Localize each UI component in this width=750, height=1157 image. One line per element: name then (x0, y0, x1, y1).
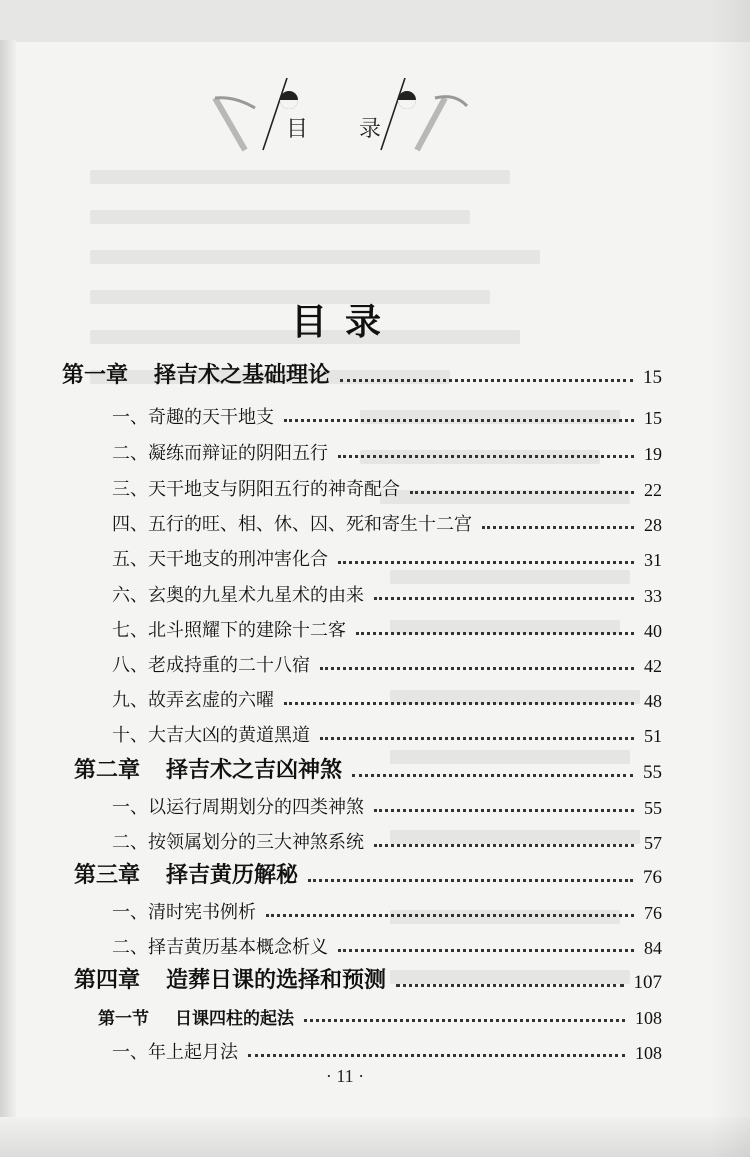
toc-leader-dots (374, 597, 634, 600)
toc-entry-number: 第一章 (62, 362, 129, 388)
toc-leader-dots (338, 561, 634, 564)
toc-item-row (112, 1030, 662, 1064)
page-bottom-edge (0, 1117, 750, 1157)
toc-entry-label (112, 793, 364, 819)
toc-entry-label (112, 439, 328, 465)
toc-entry-label (112, 545, 328, 571)
toc-entry-label (112, 721, 310, 747)
toc-page-number: 40 (644, 621, 662, 641)
toc-entry-title: 择吉术之吉凶神煞 (166, 757, 343, 783)
toc-entry-title: 八、老成持重的二十八宿 (112, 655, 310, 676)
toc-entry-label (74, 858, 298, 889)
toc-entry-title: 九、故弄玄虚的六曜 (112, 690, 274, 711)
toc-entry-title: 造葬日课的选择和预测 (166, 967, 387, 993)
toc-page-number: 15 (644, 408, 662, 428)
toc-entry-label (112, 898, 256, 924)
toc-item-row (112, 573, 662, 607)
header-title: 目 录 (286, 117, 403, 142)
toc-entry-title: 一、年上起月法 (112, 1042, 238, 1063)
toc-entry-label (112, 828, 364, 854)
toc-page-number: 107 (633, 972, 662, 993)
toc-entry-label (112, 686, 274, 712)
toc-entry-title: 二、择吉黄历基本概念析义 (112, 937, 328, 958)
toc-entry-label (74, 753, 342, 784)
toc-page-number: 55 (644, 798, 662, 818)
toc-entry-title: 五、天干地支的刑冲害化合 (112, 549, 328, 570)
toc-leader-dots (352, 774, 633, 777)
toc-leader-dots (320, 667, 634, 670)
toc-leader-dots (304, 1019, 625, 1022)
toc-item-row (112, 820, 662, 854)
toc-entry-title: 十、大吉大凶的黄道黑道 (112, 725, 310, 746)
toc-item-row (112, 890, 662, 924)
toc-leader-dots (356, 632, 634, 635)
toc-page-number: 19 (644, 444, 662, 464)
toc-item-row (112, 467, 662, 501)
page-right-shadow (710, 0, 750, 1157)
toc-leader-dots (374, 809, 634, 812)
toc-entry-title: 一、清时宪书例析 (112, 902, 256, 923)
toc-entry-title: 择吉黄历解秘 (166, 862, 299, 888)
toc-leader-dots (396, 984, 623, 987)
toc-page-number: 42 (644, 656, 662, 676)
toc-page-number: 55 (643, 762, 662, 783)
toc-page-number: 33 (644, 586, 662, 606)
toc-chapter-row (74, 750, 662, 784)
toc-page-number: 57 (644, 833, 662, 853)
toc-entry-title: 一、奇趣的天干地支 (112, 407, 274, 428)
toc-leader-dots (338, 949, 634, 952)
toc-entry-title: 一、以运行周期划分的四类神煞 (112, 797, 364, 818)
toc-page-number: 48 (644, 691, 662, 711)
page-title: 目录 (290, 301, 399, 343)
toc-entry-title: 六、玄奥的九星术九星术的由来 (112, 585, 364, 606)
toc-leader-dots (482, 526, 634, 529)
toc-entry-label (112, 475, 400, 501)
toc-entry-title: 日课四柱的起法 (175, 1009, 294, 1029)
toc-item-row (112, 713, 662, 747)
toc-item-row (112, 643, 662, 677)
toc-entry-title: 四、五行的旺、相、休、囚、死和寄生十二宫 (112, 514, 472, 535)
toc-chapter-row (62, 355, 662, 389)
toc-entry-label (112, 510, 472, 536)
page-number: · 11 · (325, 1066, 365, 1086)
toc-entry-label (112, 651, 310, 677)
toc-entry-number: 第一节 (98, 1009, 149, 1029)
toc-leader-dots (266, 914, 634, 917)
toc-leader-dots (340, 379, 633, 382)
toc-leader-dots (320, 737, 634, 740)
toc-page-number: 108 (635, 1043, 662, 1063)
toc-item-row (112, 785, 662, 819)
toc-leader-dots (374, 844, 634, 847)
toc-leader-dots (338, 455, 634, 458)
toc-page-number: 28 (644, 515, 662, 535)
toc-entry-label (98, 1004, 294, 1029)
toc-entry-title: 三、天干地支与阴阳五行的神奇配合 (112, 479, 400, 500)
toc-item-row (112, 502, 662, 536)
toc-leader-dots (284, 419, 634, 422)
toc-entry-label (112, 933, 328, 959)
toc-page-number: 15 (643, 367, 662, 388)
toc-entry-label (112, 403, 274, 429)
toc-entry-number: 第四章 (74, 967, 141, 993)
toc-chapter-row (74, 960, 662, 994)
toc-leader-dots (410, 491, 634, 494)
toc-item-row (112, 395, 662, 429)
toc-entry-title: 二、凝练而辩证的阴阳五行 (112, 443, 328, 464)
toc-entry-label (62, 358, 330, 389)
toc-leader-dots (248, 1054, 625, 1057)
toc-page-number: 76 (643, 867, 662, 888)
toc-item-row (112, 925, 662, 959)
toc-entry-label (112, 1038, 238, 1064)
toc-item-row (112, 678, 662, 712)
toc-leader-dots (308, 879, 633, 882)
page-top-edge (0, 0, 750, 42)
toc-entry-title: 七、北斗照耀下的建除十二客 (112, 620, 346, 641)
toc-page-number: 22 (644, 480, 662, 500)
toc-entry-label (74, 963, 386, 994)
toc-entry-number: 第二章 (74, 757, 141, 783)
toc-section-row (98, 995, 662, 1029)
toc-leader-dots (284, 702, 634, 705)
toc-page-number: 108 (635, 1008, 662, 1028)
toc-page-number: 31 (644, 550, 662, 570)
toc-entry-label (112, 581, 364, 607)
toc-item-row (112, 537, 662, 571)
toc-page-number: 76 (644, 903, 662, 923)
toc-entry-title: 二、按领属划分的三大神煞系统 (112, 832, 364, 853)
toc-page-number: 51 (644, 726, 662, 746)
toc-item-row (112, 608, 662, 642)
toc-page-number: 84 (644, 938, 662, 958)
toc-chapter-row (74, 855, 662, 889)
toc-entry-number: 第三章 (74, 862, 141, 888)
page-spine-shadow (0, 40, 16, 1157)
toc-item-row (112, 431, 662, 465)
toc-entry-title: 择吉术之基础理论 (154, 362, 331, 388)
toc-entry-label (112, 616, 346, 642)
